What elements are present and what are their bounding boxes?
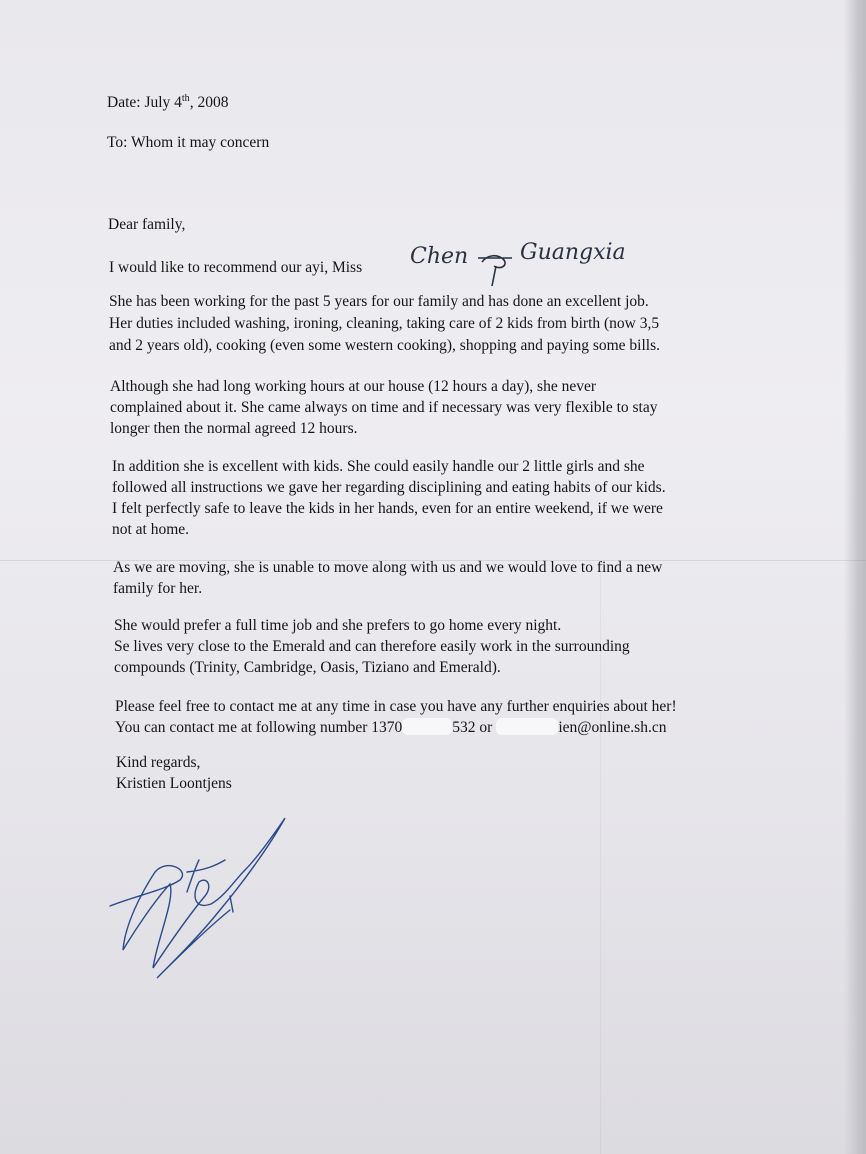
redacted-phone bbox=[402, 718, 452, 735]
crossed-out-handwriting-mark bbox=[476, 244, 516, 288]
contact-phone-prefix: You can contact me at following number 1370 bbox=[115, 719, 403, 736]
contact-details-line bbox=[115, 717, 666, 739]
body-line: family for her. bbox=[113, 580, 203, 597]
signature-stroke bbox=[110, 818, 285, 978]
handwritten-name-last: Guangxia bbox=[520, 240, 626, 265]
paper-edge-shadow bbox=[844, 0, 866, 1154]
signer-name: Kristien Loontjens bbox=[116, 775, 232, 792]
redacted-email bbox=[496, 718, 558, 735]
letter-recipient: To: Whom it may concern bbox=[107, 134, 270, 151]
signature bbox=[95, 800, 305, 990]
body-line: not at home. bbox=[112, 521, 190, 538]
letter-date: Date: July 4th, 2008 bbox=[107, 92, 229, 111]
closing: Kind regards, bbox=[116, 754, 201, 771]
body-line: I felt perfectly safe to leave the kids in her hands, even for an entire weekend, if we were bbox=[112, 500, 663, 517]
letter-salutation: Dear family, bbox=[108, 216, 186, 233]
body-line: Se lives very close to the Emerald and can therefore easily work in the surrounding bbox=[114, 638, 630, 655]
body-line: Although she had long working hours at our house (12 hours a day), she never bbox=[110, 378, 597, 395]
body-line: complained about it. She came always on time and if necessary was very flexible to stay bbox=[110, 399, 658, 416]
body-line: longer then the normal agreed 12 hours. bbox=[110, 420, 358, 437]
recommend-line: I would like to recommend our ayi, Miss bbox=[109, 259, 363, 276]
body-line: followed all instructions we gave her regarding disciplining and eating habits of our kids. bbox=[112, 479, 666, 496]
body-line: compounds (Trinity, Cambridge, Oasis, Tiziano and Emerald). bbox=[114, 659, 501, 676]
contact-line: Please feel free to contact me at any time in case you have any further enquiries about her! bbox=[115, 698, 677, 715]
body-line: She has been working for the past 5 years for our family and has done an excellent job. bbox=[109, 293, 649, 310]
body-line: In addition she is excellent with kids. She could easily handle our 2 little girls and she bbox=[112, 458, 645, 475]
body-line: She would prefer a full time job and she prefers to go home every night. bbox=[114, 617, 562, 634]
body-line: Her duties included washing, ironing, cleaning, taking care of 2 kids from birth (now 3,5 bbox=[109, 315, 660, 332]
contact-email-tail: ien@online.sh.cn bbox=[558, 719, 667, 736]
body-line: As we are moving, she is unable to move along with us and we would love to find a new bbox=[113, 559, 663, 576]
handwritten-name-first: Chen bbox=[410, 244, 469, 269]
body-line: and 2 years old), cooking (even some western cooking), shopping and paying some bills. bbox=[109, 337, 660, 354]
contact-phone-tail: 532 or bbox=[452, 719, 493, 736]
